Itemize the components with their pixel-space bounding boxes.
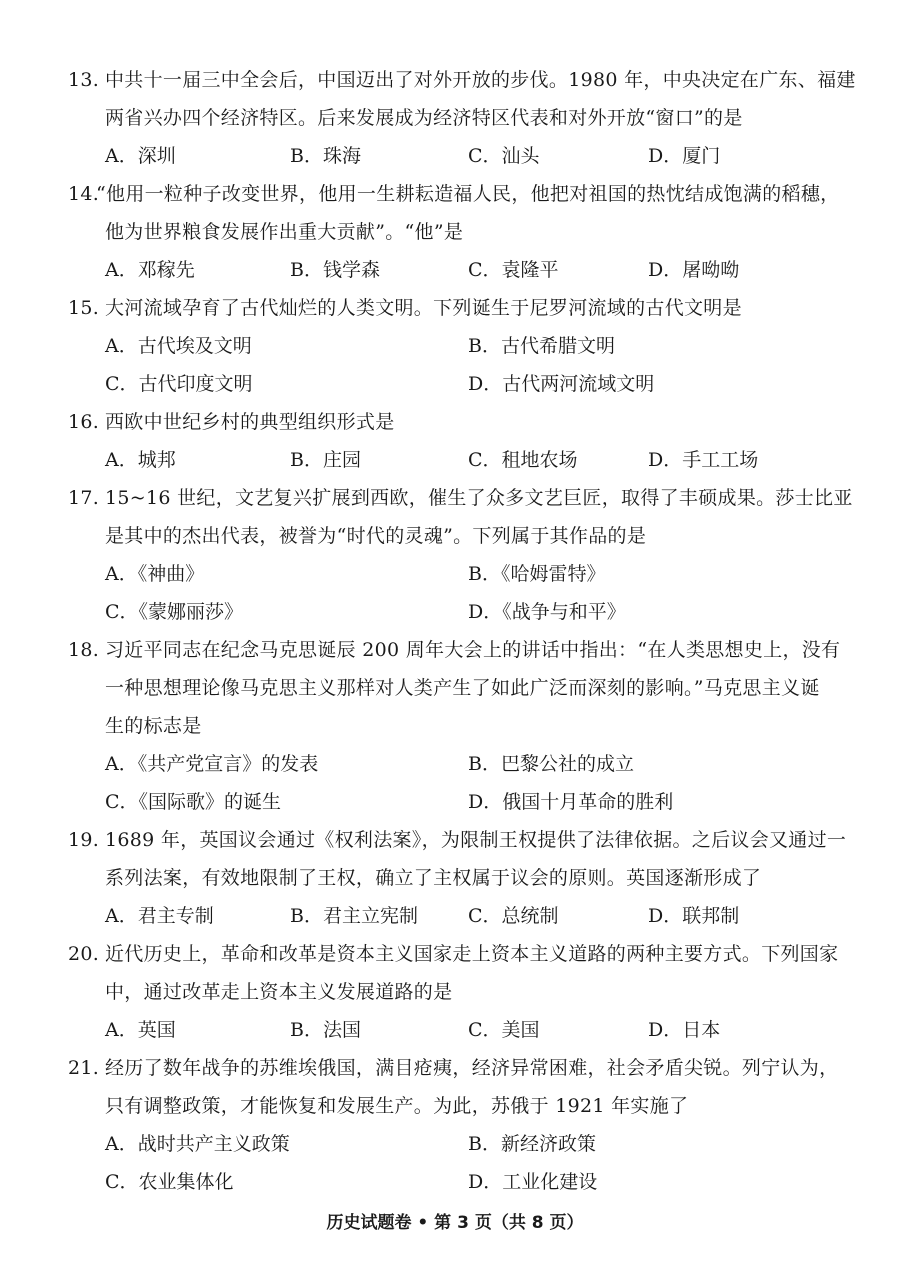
question-text: 1689 年，英国议会通过《权利法案》，为限制王权提供了法律依据。之后议会又通过一 bbox=[105, 829, 847, 851]
option-a: A．城邦 bbox=[105, 449, 176, 471]
question-text: 中，通过改革走上资本主义发展道路的是 bbox=[105, 981, 453, 1003]
option-c: C．古代印度文明 bbox=[105, 373, 253, 395]
question-text: 只有调整政策，才能恢复和发展生产。为此，苏俄于 1921 年实施了 bbox=[105, 1095, 689, 1117]
option-a: A．邓稼先 bbox=[105, 259, 195, 281]
question-text: 经历了数年战争的苏维埃俄国，满目疮痍，经济异常困难，社会矛盾尖锐。列宁认为， bbox=[105, 1057, 839, 1079]
option-d: D．俄国十月革命的胜利 bbox=[468, 791, 674, 813]
question-text: 中共十一届三中全会后，中国迈出了对外开放的步伐。1980 年，中央决定在广东、福建 bbox=[105, 69, 856, 91]
question-text: “他用一粒种子改变世界，他用一生耕耘造福人民，他把对祖国的热忱结成饱满的稻穗， bbox=[96, 183, 840, 205]
option-b: B．法国 bbox=[290, 1019, 361, 1041]
question-number: 13. bbox=[68, 69, 100, 91]
question-text: 他为世界粮食发展作出重大贡献”。“他”是 bbox=[105, 221, 464, 243]
question-text: 15~16 世纪，文艺复兴扩展到西欧，催生了众多文艺巨匠，取得了丰硕成果。莎士比亚 bbox=[105, 487, 853, 509]
option-a: A．战时共产主义政策 bbox=[105, 1133, 290, 1155]
option-d: D．《战争与和平》 bbox=[468, 601, 626, 623]
question-number: 14. bbox=[68, 183, 100, 205]
page-footer: 历史试题卷 • 第 3 页（共 8 页） bbox=[326, 1213, 584, 1233]
option-d: D．屠呦呦 bbox=[648, 259, 740, 281]
option-b: B．新经济政策 bbox=[468, 1133, 596, 1155]
option-d: D．日本 bbox=[648, 1019, 721, 1041]
option-c: C．总统制 bbox=[468, 905, 559, 927]
option-c: C．《蒙娜丽莎》 bbox=[105, 601, 244, 623]
question-text: 习近平同志在纪念马克思诞辰 200 周年大会上的讲话中指出：“在人类思想史上，没有 bbox=[105, 639, 841, 661]
option-a: A．《神曲》 bbox=[105, 563, 205, 585]
question-text: 系列法案，有效地限制了王权，确立了主权属于议会的原则。英国逐渐形成了 bbox=[105, 867, 762, 889]
question-text: 生的标志是 bbox=[105, 715, 202, 737]
question-text: 西欧中世纪乡村的典型组织形式是 bbox=[105, 411, 395, 433]
option-c: C．农业集体化 bbox=[105, 1171, 234, 1193]
option-b: B．《哈姆雷特》 bbox=[468, 563, 606, 585]
question-text: 是其中的杰出代表，被誉为“时代的灵魂”。下列属于其作品的是 bbox=[105, 525, 647, 547]
option-a: A．深圳 bbox=[105, 145, 176, 167]
option-c: C．汕头 bbox=[468, 145, 540, 167]
option-d: D．古代两河流域文明 bbox=[468, 373, 655, 395]
question-text: 大河流域孕育了古代灿烂的人类文明。下列诞生于尼罗河流域的古代文明是 bbox=[105, 297, 742, 319]
question-text: 两省兴办四个经济特区。后来发展成为经济特区代表和对外开放“窗口”的是 bbox=[105, 107, 743, 129]
option-b: B．钱学森 bbox=[290, 259, 380, 281]
option-a: A．古代埃及文明 bbox=[105, 335, 252, 357]
option-c: C．《国际歌》的诞生 bbox=[105, 791, 282, 813]
option-b: B．巴黎公社的成立 bbox=[468, 753, 634, 775]
option-a: A．英国 bbox=[105, 1019, 176, 1041]
question-number: 19. bbox=[68, 829, 100, 851]
option-d: D．厦门 bbox=[648, 145, 721, 167]
question-text: 一种思想理论像马克思主义那样对人类产生了如此广泛而深刻的影响。”马克思主义诞 bbox=[105, 677, 820, 699]
question-text: 近代历史上，革命和改革是资本主义国家走上资本主义道路的两种主要方式。下列国家 bbox=[105, 943, 839, 965]
option-c: C．美国 bbox=[468, 1019, 540, 1041]
question-number: 18. bbox=[68, 639, 100, 661]
option-d: D．工业化建设 bbox=[468, 1171, 598, 1193]
option-b: B．庄园 bbox=[290, 449, 361, 471]
question-number: 15. bbox=[68, 297, 100, 319]
option-b: B．君主立宪制 bbox=[290, 905, 418, 927]
question-number: 20. bbox=[68, 943, 100, 965]
option-d: D．联邦制 bbox=[648, 905, 740, 927]
option-a: A．《共产党宣言》的发表 bbox=[105, 753, 319, 775]
option-c: C．袁隆平 bbox=[468, 259, 559, 281]
option-c: C．租地农场 bbox=[468, 449, 578, 471]
question-number: 17. bbox=[68, 487, 100, 509]
question-number: 16. bbox=[68, 411, 100, 433]
option-d: D．手工工场 bbox=[648, 449, 759, 471]
option-a: A．君主专制 bbox=[105, 905, 214, 927]
option-b: B．珠海 bbox=[290, 145, 361, 167]
question-number: 21. bbox=[68, 1057, 100, 1079]
option-b: B．古代希腊文明 bbox=[468, 335, 615, 357]
